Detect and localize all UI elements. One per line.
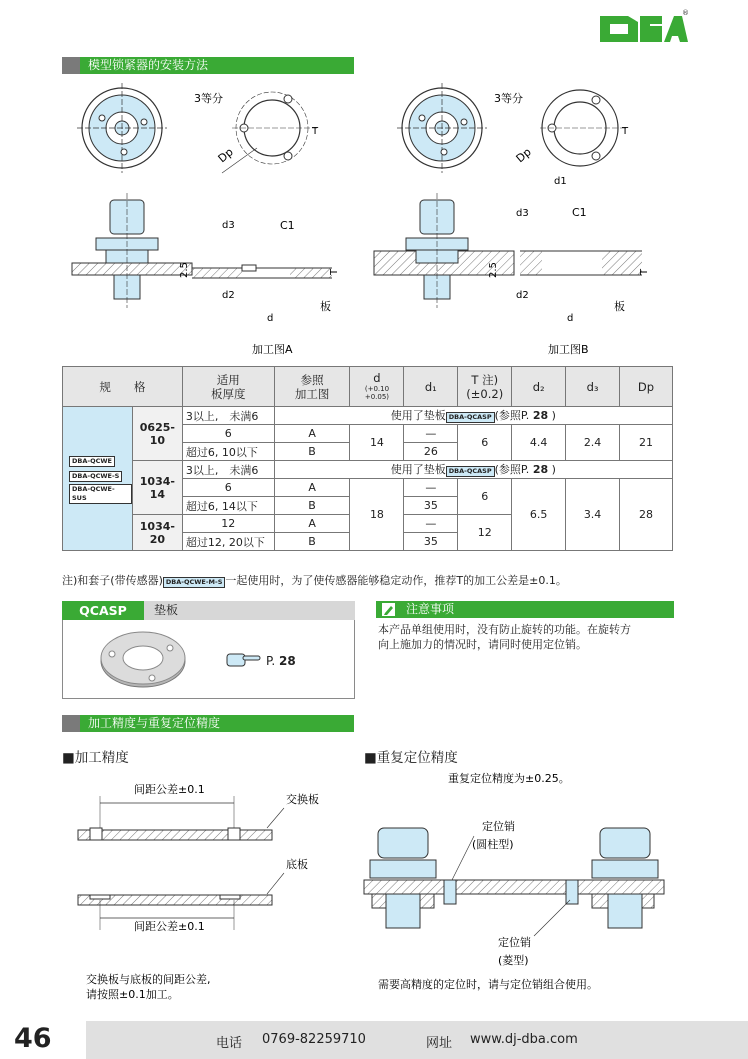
thickness-cell: 超过6, 10以下: [182, 443, 274, 461]
dp-cell: 28: [620, 479, 673, 551]
repeat-diagram: [364, 770, 674, 1020]
fig-a-dp: Dp: [215, 145, 236, 166]
thickness-cell: 超过12, 20以下: [182, 533, 274, 551]
size-cell: 1034-20: [132, 515, 182, 551]
model-tag: DBA-QCWE-S: [69, 471, 122, 482]
spacer-note-cell: 使用了垫板 DBA-QCASP (参照P. 28 ): [274, 461, 672, 479]
th-d3: d₃: [566, 367, 620, 407]
ref-cell: B: [274, 497, 350, 515]
d1-cell: —: [404, 425, 458, 443]
fig-b-dp: Dp: [513, 145, 534, 166]
registered-mark: ®: [682, 9, 689, 17]
tel-label: 电话: [216, 1036, 243, 1051]
repeat-note: 需要高精度的定位时，请与定位销组合使用。: [378, 978, 598, 991]
ref-cell: A: [274, 515, 350, 533]
fig-a-t-side: T: [329, 268, 340, 275]
caution-body: [378, 622, 631, 652]
fig-a-hole-pattern: [194, 91, 319, 173]
fig-b-plate: 板: [614, 300, 625, 313]
d1-cell: —: [404, 515, 458, 533]
fig-a-top-view: [77, 83, 167, 173]
sensor-tag: DBA-QCWE-M-S: [163, 577, 226, 588]
fig-b-t-side: T: [639, 268, 650, 275]
fig-a-plate: 板: [320, 300, 331, 313]
machining-note: 请按照±0.1加工。: [86, 988, 179, 1001]
fig-b-t: T: [622, 126, 629, 137]
th-ref: 参照 加工图: [274, 367, 350, 407]
locating-pin-diamond: [566, 880, 578, 904]
pin2-type: (菱型): [498, 954, 529, 967]
d3-cell: 2.4: [566, 425, 620, 461]
machining-heading: ■加工精度: [62, 750, 129, 766]
model-tag: DBA-QCWE: [69, 456, 115, 467]
fig-b-caption: 加工图B: [548, 343, 589, 356]
section-title-accuracy: [62, 715, 354, 732]
caution-line: 向上施加力的情况时，请同时使用定位销。: [378, 638, 587, 651]
ref-cell: A: [274, 425, 350, 443]
swap-plate-label: 交换板: [286, 793, 319, 806]
fig-b-d3: d3: [516, 208, 529, 219]
th-d2: d₂: [512, 367, 566, 407]
th-d1: d₁: [404, 367, 458, 407]
d1-cell: —: [404, 479, 458, 497]
fig-a-25: 2.5: [179, 262, 190, 278]
fig-b-hole-pattern: [494, 90, 629, 166]
table-row: [63, 407, 673, 425]
d3-cell: 3.4: [566, 479, 620, 551]
brand-logo: [598, 10, 688, 48]
qcasp-tag: QCASP: [62, 601, 144, 620]
caution-line: 本产品单组使用时，没有防止旋转的功能。在旋转方: [378, 623, 631, 636]
section-title-text: 加工精度与重复定位精度: [88, 716, 221, 730]
pin2-label: 定位销: [498, 936, 531, 949]
pin1-type: (圆柱型): [472, 838, 514, 851]
fig-b-d: d: [567, 313, 574, 324]
table-header-row: [63, 367, 673, 407]
spec-table: [62, 366, 673, 551]
pitch-bottom-label: 间距公差±0.1: [134, 920, 205, 933]
fig-b-top-view: [397, 83, 487, 173]
pitch-top-label: 间距公差±0.1: [134, 783, 205, 796]
dp-cell: 21: [620, 425, 673, 461]
fig-b-25: 2.5: [488, 262, 499, 278]
repeat-heading: ■重复定位精度: [364, 750, 458, 766]
ref-cell: B: [274, 533, 350, 551]
model-list: [63, 407, 133, 551]
machining-note: 交换板与底板的间距公差,: [86, 973, 211, 986]
t-cell: 6: [458, 425, 512, 461]
d2-cell: 4.4: [512, 425, 566, 461]
fig-b-equal-division: 3等分: [494, 92, 523, 105]
pin1-label: 定位销: [482, 820, 515, 833]
fig-b-d1: d1: [554, 176, 567, 187]
fig-b-side-view: [374, 193, 514, 308]
fig-a-t: T: [312, 126, 319, 137]
fig-a-d: d: [267, 313, 274, 324]
fig-b-d2: d2: [516, 290, 529, 301]
locating-pin-round: [444, 880, 456, 904]
footer-bar: [86, 1021, 748, 1059]
fig-a-side-view: [72, 193, 192, 308]
d1-cell: 35: [404, 533, 458, 551]
d1-cell: 26: [404, 443, 458, 461]
machining-diagram: [62, 770, 362, 1020]
repeat-accuracy-text: 重复定位精度为±0.25。: [448, 772, 570, 785]
d2-cell: 6.5: [512, 479, 566, 551]
fig-a-c1: C1: [280, 219, 295, 232]
fig-a-d2: d2: [222, 290, 235, 301]
table-footnote: 注)和套子(带传感器) DBA-QCWE-M-S 一起使用时，为了使传感器能够稳定动作，推荐T的加工公差是±0.1。: [62, 574, 567, 587]
model-tag: DBA-QCWE-SUS: [69, 484, 132, 504]
spacer-ring-image: [98, 628, 188, 690]
qcasp-page-ref[interactable]: P. 28: [266, 654, 296, 668]
d-cell: 18: [350, 479, 404, 551]
t-cell: 6: [458, 479, 512, 515]
qcasp-name: 垫板: [154, 603, 179, 617]
fig-a-caption: 加工图A: [252, 343, 293, 356]
th-dp: Dp: [620, 367, 673, 407]
qcasp-header: [62, 601, 355, 620]
fig-a-section: [179, 219, 340, 356]
thickness-cell: 超过6, 14以下: [182, 497, 274, 515]
caution-title: 注意事项: [406, 602, 455, 616]
web-label: 网址: [426, 1036, 453, 1051]
caution-header: [376, 601, 674, 618]
t-cell: 12: [458, 515, 512, 551]
ref-cell: B: [274, 443, 350, 461]
swap-plate: [78, 830, 272, 840]
ref-cell: A: [274, 479, 350, 497]
fig-a-d3: d3: [222, 220, 235, 231]
d-cell: 14: [350, 425, 404, 461]
install-diagrams: [62, 78, 682, 366]
clamp-left: [370, 828, 436, 928]
th-thickness: 适用 板厚度: [182, 367, 274, 407]
section-title-text: 模型锁紧器的安装方法: [88, 58, 209, 72]
tel-number: 0769-82259710: [262, 1032, 366, 1047]
thickness-cell: 6: [182, 425, 274, 443]
spacer-tag: DBA-QCASP: [446, 412, 495, 423]
web-url[interactable]: www.dj-dba.com: [470, 1032, 578, 1047]
d1-cell: 35: [404, 497, 458, 515]
th-t: T 注) (±0.2): [458, 367, 512, 407]
thickness-cell: 3以上, 未满6: [182, 461, 274, 479]
fig-b-c1: C1: [572, 206, 587, 219]
th-model: 规 格: [63, 367, 183, 407]
thickness-cell: 3以上, 未满6: [182, 407, 274, 425]
size-cell: 0625-10: [132, 407, 182, 461]
section-title-install: [62, 57, 354, 74]
fig-a-equal-division: 3等分: [194, 92, 223, 105]
base-plate-label: 底板: [286, 858, 308, 871]
pointing-hand-icon: [226, 650, 262, 670]
thickness-cell: 6: [182, 479, 274, 497]
table-row: [63, 461, 673, 479]
page-number: 46: [14, 1023, 52, 1054]
spacer-tag: DBA-QCASP: [446, 466, 495, 477]
pencil-icon: [382, 603, 395, 616]
thickness-cell: 12: [182, 515, 274, 533]
size-cell: 1034-14: [132, 461, 182, 515]
clamp-right: [592, 828, 658, 928]
th-d: d (+0.10 +0.05): [350, 367, 404, 407]
spacer-note-cell: 使用了垫板 DBA-QCASP (参照P. 28 ): [274, 407, 672, 425]
